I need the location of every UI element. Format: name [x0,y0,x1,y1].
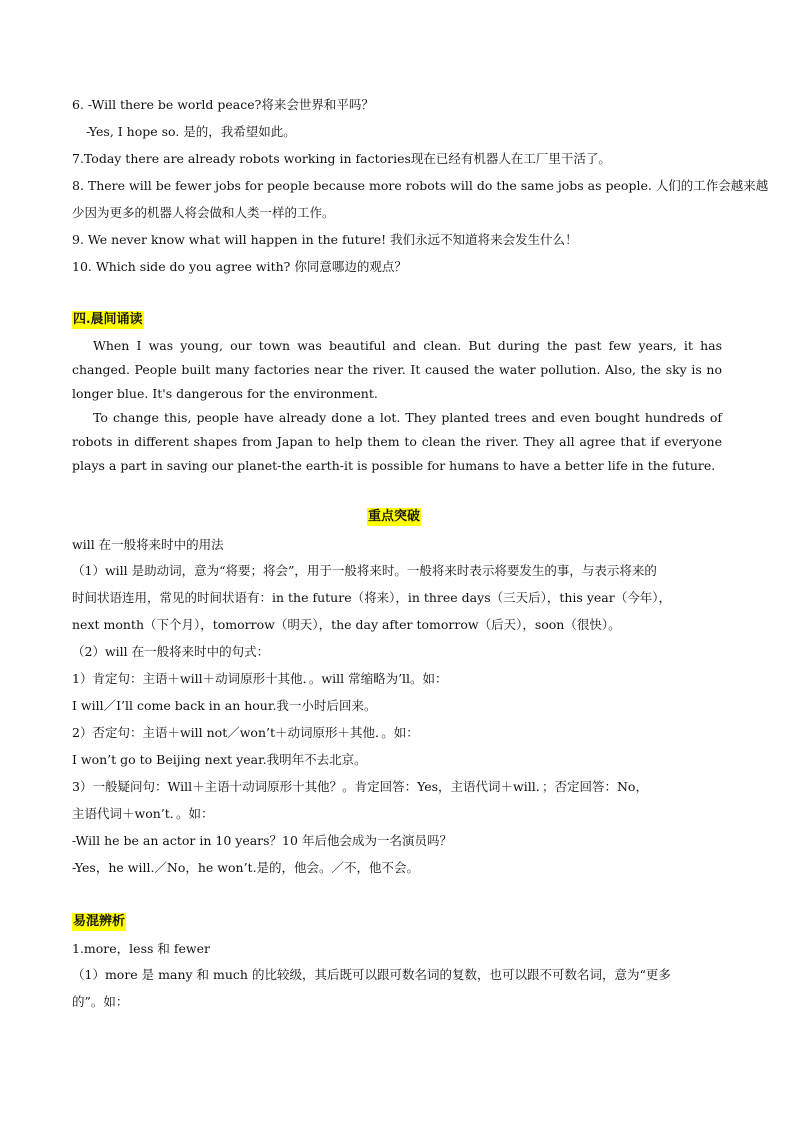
keypoints-line: will 在一般将来时中的用法 [72,537,224,552]
keypoints-line: -Will he be an actor in 10 years？10 年后他会成为一名演员吗？ [72,833,452,848]
confusing-line: 1.more，less 和 fewer [72,941,210,956]
confusing-heading: 易混辨析 [73,914,126,929]
confusing-line: （1）more 是 many 和 much 的比较级，其后既可以跟可数名词的复数，也可以跟不可数名词，意为“更多 [72,967,671,982]
keypoints-line: I will／I’ll come back in an hour.我一小时后回来。 [72,698,377,713]
keypoints-line: （2）will 在一般将来时中的句式： [72,644,270,659]
reading-paragraph-1: When I was young, our town was beautiful and clean. But during the past few years, it has changed. People built many factories near the river. It caused the water pollution. Also, the sky is no longer blue. It's dangerous for the environment. [72,338,722,401]
confusing-line: 的”。如： [72,994,129,1009]
sentence-6: 6. -Will there be world peace?将来会世界和平吗？ [72,97,374,112]
sentence-7: 7.Today there are already robots working in factories现在已经有机器人在工厂里干活了。 [72,151,611,166]
keypoints-line: （1）will 是助动词，意为“将要；将会”，用于一般将来时。一般将来时表示将要发生的事，与表示将来的 [72,563,657,578]
keypoints-line: next month（下个月），tomorrow（明天），the day after tomorrow（后天），soon（很快）。 [72,617,621,632]
sentence-9: 9. We never know what will happen in the future! 我们永远不知道将来会发生什么！ [72,232,578,247]
sentence-8-continued: 少因为更多的机器人将会做和人类一样的工作。 [72,205,335,220]
reading-heading: 四.晨间诵读 [73,312,143,327]
reading-paragraph-2: To change this, people have already done a lot. They planted trees and even bought hundreds of robots in different shapes from Japan to help them to clean the river. They all agree that if everyone plays a part in saving our planet-the earth-it is possible for humans to have a better life in the future. [72,410,722,473]
keypoints-line: I won’t go to Beijing next year.我明年不去北京。 [72,752,367,767]
keypoints-line: 1）肯定句：主语＋will＋动词原形十其他．。will 常缩略为’ll。如： [72,671,448,686]
keypoints-line: 时间状语连用，常见的时间状语有：in the future（将来），in three days（三天后），this year（今年）， [72,590,671,605]
keypoints-line: -Yes，he will.／No，he won’t.是的，他会。／不，他不会。 [72,860,420,875]
keypoints-line: 3）一般疑问句：Will＋主语十动词原形十其他？。肯定回答：Yes，主语代词＋will．；否定回答：No， [72,779,648,794]
sentence-8: 8. There will be fewer jobs for people because more robots will do the same jobs as people. 人们的工作会越来越 [72,178,769,193]
keypoints-heading: 重点突破 [368,509,421,524]
sentence-10: 10. Which side do you agree with? 你同意哪边的观点？ [72,259,407,274]
keypoints-line: 2）否定句：主语＋will not／won’t＋动词原形＋其他．。如： [72,725,419,740]
sentence-6-answer: -Yes, I hope so. 是的，我希望如此。 [86,124,296,139]
keypoints-line: 主语代词＋won’t．。如： [72,806,214,821]
